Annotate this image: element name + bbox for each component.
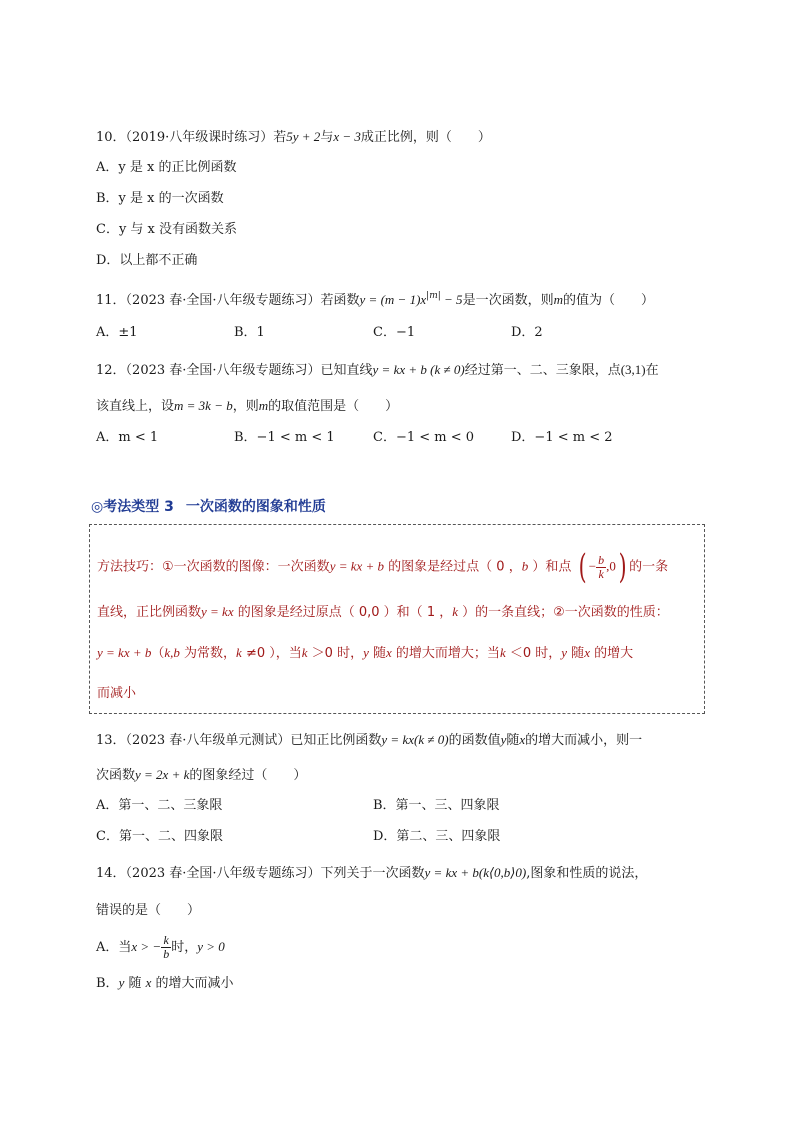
q12-option-b: B．−1 < m < 1 bbox=[234, 430, 335, 445]
q14-option-b-prefix: B． bbox=[96, 976, 119, 991]
section-heading bbox=[91, 496, 326, 516]
left-paren: ( bbox=[578, 547, 587, 587]
q12-line2-expr: m = 3k − b bbox=[174, 398, 233, 413]
tip-text: 的一条 bbox=[629, 559, 669, 575]
q14-stem-prefix: 14．（2023 春·全国·八年级专题练习）下列关于一次函数 bbox=[96, 866, 425, 881]
tip-expr: y = kx + b bbox=[97, 645, 152, 660]
q12-stem bbox=[96, 361, 659, 380]
tip-var: y bbox=[363, 645, 369, 660]
tip-expr: y = kx bbox=[201, 604, 234, 619]
q12-stem-end: 在 bbox=[645, 363, 659, 378]
q10-stem-prefix: 10．（2019·八年级课时练习）若 bbox=[96, 130, 287, 145]
q13-option-b: B．第一、三、四象限 bbox=[373, 798, 500, 813]
q12-option-c: C．−1 < m < 0 bbox=[373, 430, 475, 445]
tip-point-zero: ,0 bbox=[606, 558, 616, 574]
q11-stem-suffix: 是一次函数，则 bbox=[462, 293, 554, 308]
tip-text: ＜0 时， bbox=[505, 646, 562, 661]
q14-option-b-y: y bbox=[118, 975, 125, 990]
q13-option-d: D．第二、三、四象限 bbox=[373, 829, 501, 844]
tip-line-1 bbox=[97, 547, 669, 587]
q12-stem-prefix: 12．（2023 春·全国·八年级专题练习）已知直线 bbox=[96, 363, 373, 378]
q11-option-a: A．±1 bbox=[96, 325, 138, 340]
q14-option-a-prefix: A．当 bbox=[96, 940, 132, 955]
q14-stem-line2: 错误的是（ ） bbox=[96, 903, 201, 918]
tip-text: 的图象是经过原点（ 0,0 ）和（ 1 ， bbox=[233, 605, 453, 620]
q10-expr2: x − 3 bbox=[333, 129, 361, 144]
q10-option-d: D．以上都不正确 bbox=[96, 253, 198, 268]
q12-line2-var: m bbox=[258, 398, 269, 413]
q11-expr: y = (m − 1)x bbox=[359, 292, 427, 307]
q13-stem-prefix: 13．（2023 春·八年级单元测试）已知正比例函数 bbox=[96, 733, 382, 748]
tip-expr: y = kx + b bbox=[329, 558, 385, 574]
q14-option-b-x: x bbox=[145, 975, 152, 990]
q10-stem-mid: 与 bbox=[320, 130, 334, 145]
q12-option-a: A．m < 1 bbox=[96, 430, 159, 445]
q12-stem-line2 bbox=[96, 397, 398, 416]
q10-option-b: B．y 是 x 的一次函数 bbox=[96, 191, 224, 206]
tip-text: ＞0 时， bbox=[307, 646, 364, 661]
q13-expr: y = kx(k ≠ 0) bbox=[381, 732, 449, 747]
tip-line-2 bbox=[97, 603, 669, 622]
tip-text: ≠0 ），当 bbox=[241, 646, 302, 661]
fraction-numerator: b bbox=[598, 552, 605, 567]
fraction-denominator: b bbox=[163, 947, 170, 961]
tip-label: 方法技巧： bbox=[97, 559, 163, 575]
fraction-numerator: k bbox=[161, 934, 171, 948]
tip-text: ）的一条直线； bbox=[458, 605, 554, 620]
tip-var: k,b bbox=[164, 645, 180, 660]
tip-text: 为常数， bbox=[179, 646, 237, 661]
q12-line2-end: 的取值范围是（ ） bbox=[268, 399, 399, 414]
q14-option-a bbox=[96, 934, 225, 961]
q11-option-c: C．−1 bbox=[373, 325, 416, 340]
q11-exponent: |m| bbox=[426, 291, 441, 301]
q12-line2-prefix: 该直线上，设 bbox=[96, 399, 175, 414]
tip-text: ）和点 bbox=[528, 559, 572, 575]
q13-stem-line2 bbox=[96, 766, 306, 785]
tip-var: k bbox=[452, 604, 458, 619]
tip-text: 的图象是经过点（ 0 ， bbox=[384, 559, 522, 575]
q12-stem-mid: 经过第一、二、三象限，点 bbox=[464, 363, 621, 378]
tip-text: 随 bbox=[368, 646, 387, 661]
fraction-denominator: k bbox=[598, 566, 604, 581]
tip-text: 的增大 bbox=[589, 646, 634, 661]
q14-option-b-end: 的增大而减小 bbox=[151, 976, 234, 991]
q13-option-a: A．第一、二、三象限 bbox=[96, 798, 223, 813]
q11-option-b: B．1 bbox=[234, 325, 265, 340]
q14-option-b-mid: 随 bbox=[124, 976, 146, 991]
q11-stem-prefix: 11．（2023 春·全国·八年级专题练习）若函数 bbox=[96, 293, 360, 308]
q14-option-a-mid: 时， bbox=[171, 940, 198, 955]
tip-line-3 bbox=[97, 644, 633, 663]
q12-option-d: D．−1 < m < 2 bbox=[511, 430, 613, 445]
q14-stem-end: ,图象和性质的说法， bbox=[526, 866, 648, 881]
tip-var: k bbox=[499, 645, 506, 660]
q11-stem-end: 的值为（ ） bbox=[562, 293, 654, 308]
q11-var-m: m bbox=[553, 292, 563, 307]
tip-circle-1: ① bbox=[162, 559, 174, 575]
tip-text: 一次函数的性质： bbox=[564, 605, 669, 620]
q13-line2-expr: y = 2x + k bbox=[135, 767, 190, 782]
q13-stem-end: 的增大而减小，则一 bbox=[525, 733, 643, 748]
q13-line2-end: 的图象经过（ ） bbox=[189, 768, 307, 783]
q12-point: (3,1) bbox=[620, 362, 646, 377]
tip-var: x bbox=[386, 645, 392, 660]
q14-option-b bbox=[96, 974, 234, 993]
tip-fraction bbox=[596, 554, 606, 581]
q11-stem bbox=[96, 287, 654, 310]
q10-expr1: 5y + 2 bbox=[286, 129, 321, 144]
q14-option-a-y: y > 0 bbox=[197, 939, 225, 954]
tip-text: （ bbox=[151, 646, 165, 661]
q14-option-a-x: x > − bbox=[131, 939, 162, 954]
tip-text: 直线，正比例函数 bbox=[97, 605, 202, 620]
q10-stem bbox=[96, 128, 491, 147]
q13-stem bbox=[96, 731, 642, 750]
q12-expr: y = kx + b (k ≠ 0) bbox=[372, 362, 465, 377]
q14-condition: (k⟨0,b⟩0) bbox=[478, 865, 527, 880]
q13-var-y: y bbox=[500, 732, 507, 747]
q10-option-c: C．y 与 x 没有函数关系 bbox=[96, 222, 238, 237]
tip-line-4: 而减小 bbox=[97, 686, 137, 701]
tip-text: 的增大而增大；当 bbox=[391, 646, 500, 661]
tip-var: x bbox=[584, 645, 590, 660]
q12-line2-mid: ，则 bbox=[232, 399, 259, 414]
q10-option-a: A．y 是 x 的正比例函数 bbox=[96, 160, 237, 175]
q13-var-x: x bbox=[519, 732, 526, 747]
tip-var: y bbox=[561, 645, 568, 660]
section-title-a: 考法类型 3 bbox=[103, 499, 174, 515]
tip-var: b bbox=[521, 558, 529, 574]
q13-stem-mid: 的函数值 bbox=[448, 733, 501, 748]
tip-text: 随 bbox=[567, 646, 585, 661]
q14-expr: y = kx + b bbox=[424, 865, 479, 880]
tip-var: k bbox=[301, 645, 308, 660]
q14-stem bbox=[96, 864, 647, 883]
q11-option-d: D．2 bbox=[511, 325, 543, 340]
q11-expr-tail: − 5 bbox=[440, 292, 463, 307]
tip-text: 一次函数的图像：一次函数 bbox=[173, 559, 330, 575]
tip-circle-2: ② bbox=[553, 605, 565, 620]
tip-minus: − bbox=[588, 558, 597, 574]
q14-option-a-fraction bbox=[161, 934, 171, 961]
q13-option-c: C．第一、二、四象限 bbox=[96, 829, 223, 844]
tip-var: k bbox=[236, 645, 242, 660]
right-paren: ) bbox=[618, 547, 627, 587]
q13-stem-mid2: 随 bbox=[506, 733, 520, 748]
section-symbol: ◎ bbox=[91, 499, 104, 515]
q13-line2-prefix: 次函数 bbox=[96, 768, 136, 783]
section-title-b: 一次函数的图象和性质 bbox=[185, 499, 326, 515]
q10-stem-suffix: 成正比例，则（ ） bbox=[360, 130, 491, 145]
